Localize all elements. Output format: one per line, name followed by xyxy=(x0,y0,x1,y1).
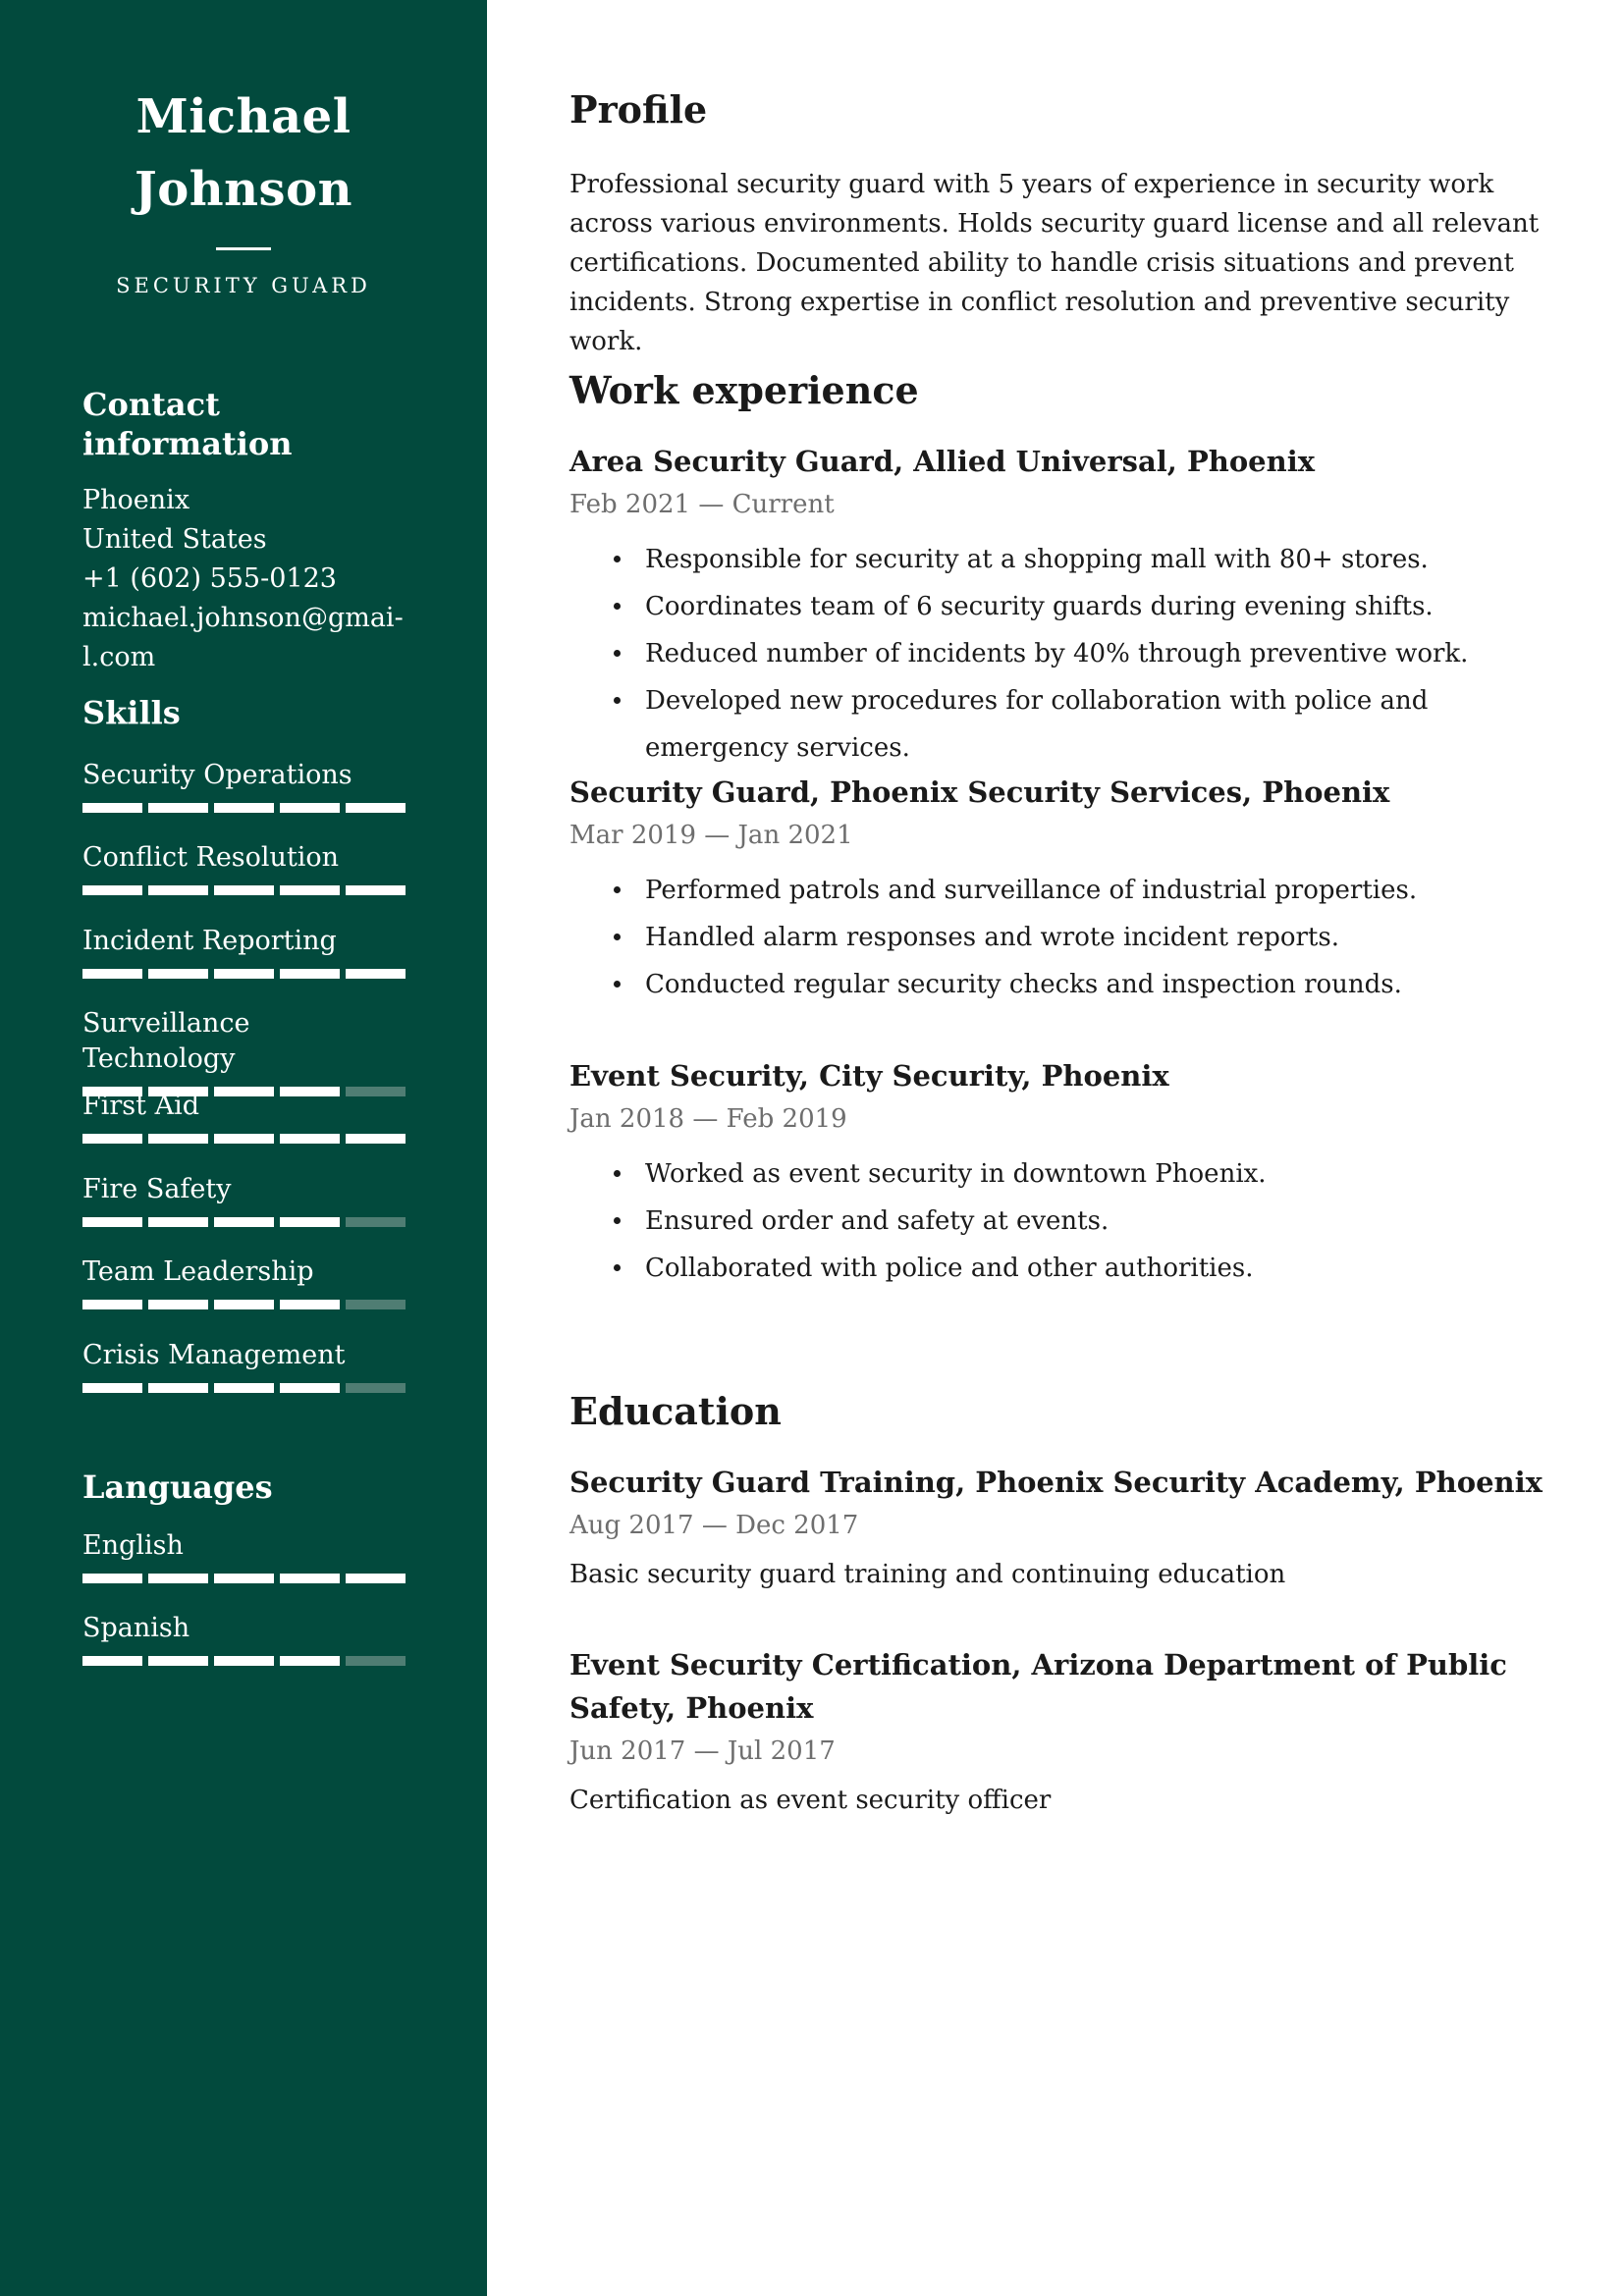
name-block xyxy=(0,80,487,297)
language-level-bar xyxy=(82,1656,406,1666)
level-segment-filled xyxy=(214,885,274,895)
job-bullets xyxy=(569,867,1561,1008)
education-description: Certification as event security officer xyxy=(569,1786,1052,1815)
language-item xyxy=(82,1528,406,1583)
job-dates: Feb 2021 — Current xyxy=(569,490,835,519)
level-segment-filled xyxy=(82,1134,142,1144)
level-segment-filled xyxy=(214,1300,274,1309)
profile-text: Professional security guard with 5 years of experience in security work across various environments. Holds security guard license and all relevant certifications. Documented ability to handle crisis situations and prevent incidents. Strong expertise in conflict resolution and preventive security work. xyxy=(569,170,1540,356)
contact-city: Phoenix xyxy=(82,485,190,515)
job-bullet-text: Conducted regular security checks and inspection rounds. xyxy=(645,970,1402,999)
level-segment-empty xyxy=(346,1217,406,1227)
contact-list xyxy=(82,481,416,677)
job-entry xyxy=(569,440,1561,772)
education-heading: Education xyxy=(569,1389,782,1433)
skill-level-bar xyxy=(82,803,406,813)
job-bullet-text: Performed patrols and surveillance of industrial properties. xyxy=(645,876,1418,905)
bullet-dot-icon xyxy=(614,650,621,657)
level-segment-filled xyxy=(280,1383,340,1393)
skills-section xyxy=(82,693,416,1400)
level-segment-filled xyxy=(280,803,340,813)
skill-item xyxy=(82,758,406,813)
education-dates: Jun 2017 — Jul 2017 xyxy=(569,1736,836,1766)
skill-label: Surveillance Technology xyxy=(82,1008,250,1074)
language-label: Spanish xyxy=(82,1613,190,1643)
level-segment-filled xyxy=(280,885,340,895)
job-bullet-text: Ensured order and safety at events. xyxy=(645,1206,1110,1236)
job-bullet xyxy=(569,1198,1561,1245)
level-segment-filled xyxy=(214,969,274,979)
job-dates: Jan 2018 — Feb 2019 xyxy=(569,1104,847,1134)
level-segment-filled xyxy=(82,803,142,813)
level-segment-filled xyxy=(280,1300,340,1309)
contact-email-line2[interactable]: l.com xyxy=(82,642,156,672)
level-segment-filled xyxy=(280,1574,340,1583)
skill-level-bar xyxy=(82,1300,406,1309)
language-item xyxy=(82,1611,406,1666)
level-segment-filled xyxy=(82,885,142,895)
education-entry xyxy=(569,1461,1561,1594)
skill-label: Incident Reporting xyxy=(82,926,337,956)
job-bullet-text: Handled alarm responses and wrote incident reports. xyxy=(645,923,1339,952)
job-bullet xyxy=(569,1245,1561,1292)
job-dates: Mar 2019 — Jan 2021 xyxy=(569,821,853,850)
skill-item xyxy=(82,1089,406,1144)
job-bullet-text: Reduced number of incidents by 40% through preventive work. xyxy=(645,639,1469,668)
level-segment-filled xyxy=(346,1134,406,1144)
bullet-dot-icon xyxy=(614,1264,621,1271)
job-bullet xyxy=(569,677,1561,772)
level-segment-filled xyxy=(214,1383,274,1393)
job-bullet xyxy=(569,630,1561,677)
level-segment-filled xyxy=(214,803,274,813)
job-title: Security Guard, Phoenix Security Services, Phoenix xyxy=(569,775,1390,809)
job-bullet-text: Responsible for security at a shopping mall with 80+ stores. xyxy=(645,545,1429,574)
level-segment-filled xyxy=(148,1217,208,1227)
level-segment-filled xyxy=(82,1656,142,1666)
job-bullet-text: Collaborated with police and other authorities. xyxy=(645,1254,1254,1283)
level-segment-filled xyxy=(280,1134,340,1144)
bullet-dot-icon xyxy=(614,886,621,893)
level-segment-filled xyxy=(280,1217,340,1227)
level-segment-empty xyxy=(346,1656,406,1666)
skill-label: Fire Safety xyxy=(82,1174,232,1204)
work-heading: Work experience xyxy=(569,368,919,412)
bullet-dot-icon xyxy=(614,934,621,940)
level-segment-filled xyxy=(346,885,406,895)
bullet-dot-icon xyxy=(614,1217,621,1224)
level-segment-filled xyxy=(82,969,142,979)
level-segment-filled xyxy=(214,1134,274,1144)
skill-item xyxy=(82,1006,406,1096)
job-bullet-text: Coordinates team of 6 security guards during evening shifts. xyxy=(645,592,1434,621)
job-bullet xyxy=(569,961,1561,1008)
contact-phone[interactable]: +1 (602) 555-0123 xyxy=(82,563,337,594)
job-bullet-text: Developed new procedures for collaboration with police and emergency services. xyxy=(645,686,1429,763)
level-segment-filled xyxy=(82,1574,142,1583)
skill-label: First Aid xyxy=(82,1091,199,1121)
level-segment-filled xyxy=(214,1656,274,1666)
job-bullets xyxy=(569,536,1561,772)
level-segment-filled xyxy=(148,1656,208,1666)
skill-item xyxy=(82,924,406,979)
skill-label: Crisis Management xyxy=(82,1340,346,1370)
skill-item xyxy=(82,840,406,895)
name-first: Michael xyxy=(135,89,352,144)
contact-country: United States xyxy=(82,524,267,555)
level-segment-filled xyxy=(148,885,208,895)
job-entry xyxy=(569,771,1561,1008)
level-segment-filled xyxy=(148,1300,208,1309)
level-segment-filled xyxy=(148,969,208,979)
level-segment-filled xyxy=(82,1300,142,1309)
languages-heading: Languages xyxy=(82,1468,273,1506)
job-title: Area Security Guard, Allied Universal, Phoenix xyxy=(569,445,1316,478)
job-bullet xyxy=(569,583,1561,630)
education-description: Basic security guard training and continuing education xyxy=(569,1560,1286,1589)
level-segment-empty xyxy=(346,1383,406,1393)
job-bullet xyxy=(569,867,1561,914)
name-last: Johnson xyxy=(135,162,352,217)
skill-item xyxy=(82,1172,406,1227)
bullet-dot-icon xyxy=(614,981,621,988)
level-segment-filled xyxy=(148,1134,208,1144)
skill-label: Conflict Resolution xyxy=(82,842,340,873)
level-segment-filled xyxy=(346,1574,406,1583)
level-segment-filled xyxy=(82,1217,142,1227)
level-segment-filled xyxy=(214,1217,274,1227)
bullet-dot-icon xyxy=(614,603,621,610)
level-segment-filled xyxy=(148,1383,208,1393)
job-title: SECURITY GUARD xyxy=(116,274,371,297)
profile-heading: Profile xyxy=(569,87,708,132)
job-bullets xyxy=(569,1150,1561,1292)
skill-label: Team Leadership xyxy=(82,1256,314,1287)
education-entry xyxy=(569,1643,1561,1820)
skill-level-bar xyxy=(82,885,406,895)
skill-level-bar xyxy=(82,1383,406,1393)
languages-section xyxy=(82,1468,416,1693)
level-segment-filled xyxy=(148,803,208,813)
name-divider xyxy=(216,247,271,250)
skill-level-bar xyxy=(82,1217,406,1227)
job-bullet xyxy=(569,914,1561,961)
skill-item xyxy=(82,1255,406,1309)
skill-level-bar xyxy=(82,969,406,979)
language-label: English xyxy=(82,1530,184,1561)
job-title: Event Security, City Security, Phoenix xyxy=(569,1059,1169,1093)
bullet-dot-icon xyxy=(614,1170,621,1177)
bullet-dot-icon xyxy=(614,697,621,704)
bullet-dot-icon xyxy=(614,556,621,562)
level-segment-filled xyxy=(280,1656,340,1666)
level-segment-filled xyxy=(280,969,340,979)
skill-label: Security Operations xyxy=(82,760,352,790)
contact-email-line1[interactable]: michael.johnson@gmai- xyxy=(82,603,404,633)
level-segment-filled xyxy=(346,969,406,979)
job-bullet-text: Worked as event security in downtown Phoenix. xyxy=(645,1159,1267,1189)
education-title: Security Guard Training, Phoenix Security Academy, Phoenix xyxy=(569,1466,1543,1499)
level-segment-filled xyxy=(82,1383,142,1393)
education-title: Event Security Certification, Arizona Department of Public Safety, Phoenix xyxy=(569,1648,1507,1725)
contact-section xyxy=(82,385,416,677)
level-segment-filled xyxy=(346,803,406,813)
job-bullet xyxy=(569,536,1561,583)
education-dates: Aug 2017 — Dec 2017 xyxy=(569,1511,859,1540)
skill-item xyxy=(82,1338,406,1393)
sidebar xyxy=(0,0,487,2296)
level-segment-empty xyxy=(346,1300,406,1309)
skills-heading: Skills xyxy=(82,694,181,731)
skill-level-bar xyxy=(82,1134,406,1144)
level-segment-filled xyxy=(148,1574,208,1583)
job-bullet xyxy=(569,1150,1561,1198)
contact-heading: Contact information xyxy=(82,386,293,462)
level-segment-filled xyxy=(214,1574,274,1583)
job-entry xyxy=(569,1054,1561,1292)
language-level-bar xyxy=(82,1574,406,1583)
